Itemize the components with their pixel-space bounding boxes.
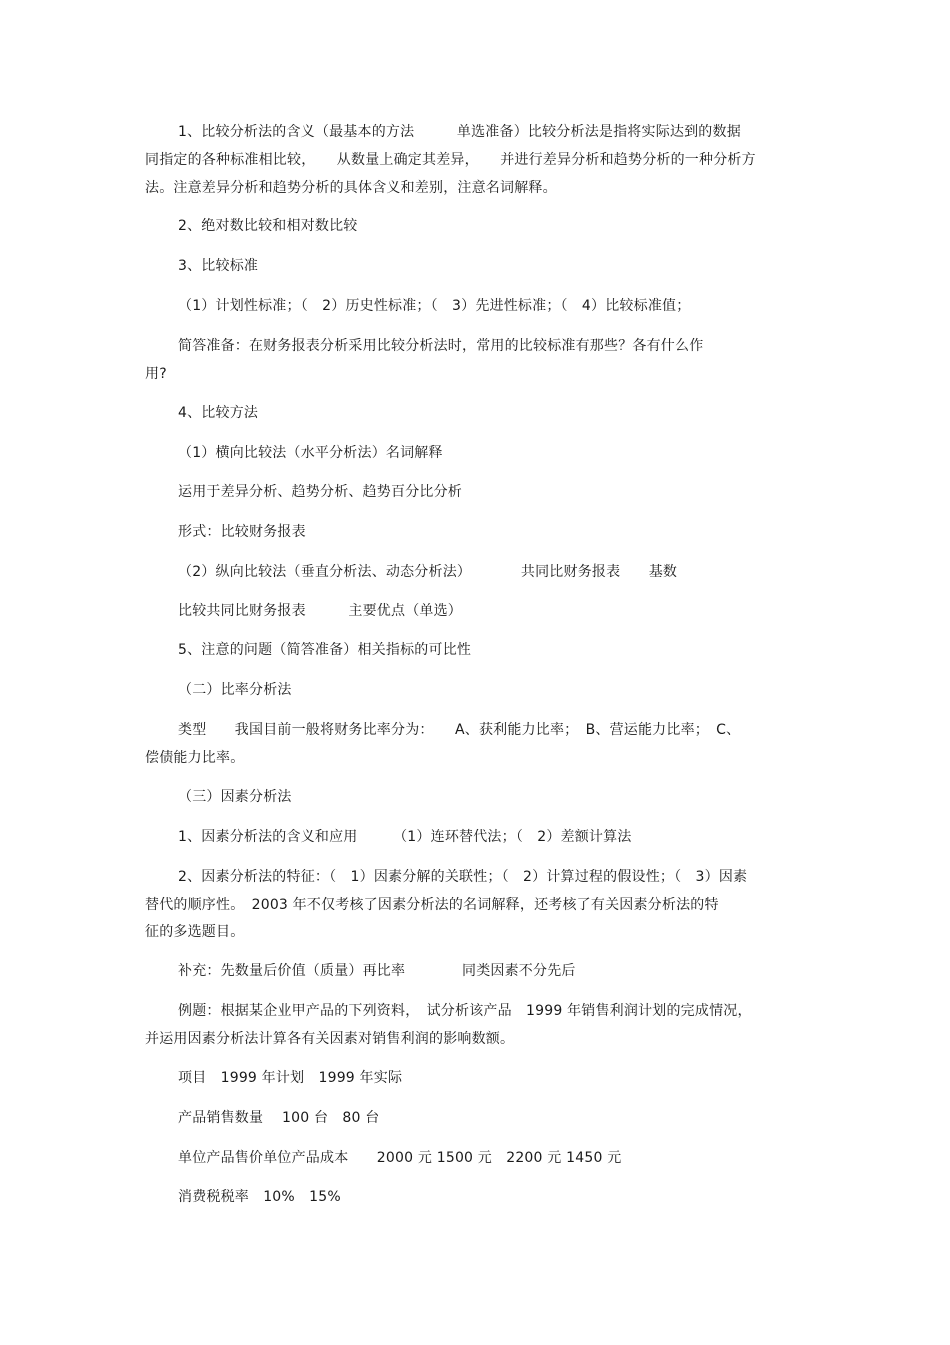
- common-size-statements: 比较共同比财务报表 主要优点（单选）: [178, 603, 462, 619]
- data-tax-rate: 消费税税率 10% 15%: [178, 1189, 341, 1205]
- factor-definition: 1、因素分析法的含义和应用 （1）连环替代法；（ 2）差额计算法: [178, 829, 632, 845]
- vertical-method: （2）纵向比较法（垂直分析法、动态分析法） 共同比财务报表 基数: [178, 564, 678, 580]
- factor-features-line1: 2、因素分析法的特征：（ 1）因素分解的关联性；（ 2）计算过程的假设性；（ 3）因素: [178, 869, 748, 885]
- factor-features-line3: 征的多选题目。: [145, 924, 245, 940]
- heading-absolute-relative: 2、绝对数比较和相对数比较: [178, 218, 358, 234]
- paragraph-comparison-definition-line1: 1、比较分析法的含义（最基本的方法 单选准备）比较分析法是指将实际达到的数据: [178, 124, 741, 140]
- data-sales-quantity: 产品销售数量 100 台 80 台: [178, 1110, 380, 1126]
- supplement: 补充：先数量后价值（质量）再比率 同类因素不分先后: [178, 963, 576, 979]
- heading-ratio-analysis: （二）比率分析法: [178, 682, 292, 698]
- list-standards: （1）计划性标准；（ 2）历史性标准；（ 3）先进性标准；（ 4）比较标准值；: [178, 298, 691, 314]
- horizontal-form: 形式：比较财务报表: [178, 524, 306, 540]
- horizontal-method: （1）横向比较法（水平分析法）名词解释: [178, 445, 443, 461]
- heading-comparison-methods: 4、比较方法: [178, 405, 259, 421]
- factor-features-line2: 替代的顺序性。 2003 年不仅考核了因素分析法的名词解释，还考核了有关因素分析法的特: [145, 897, 719, 913]
- short-answer-line2: 用?: [145, 366, 167, 382]
- paragraph-comparison-definition-line3: 法。注意差异分析和趋势分析的具体含义和差别，注意名词解释。: [145, 180, 557, 196]
- heading-issues: 5、注意的问题（简答准备）相关指标的可比性: [178, 642, 472, 658]
- horizontal-usage: 运用于差异分析、趋势分析、趋势百分比分析: [178, 484, 462, 500]
- heading-comparison-standards: 3、比较标准: [178, 258, 259, 274]
- data-price-cost: 单位产品售价单位产品成本 2000 元 1500 元 2200 元 1450 元: [178, 1150, 622, 1166]
- data-header: 项目 1999 年计划 1999 年实际: [178, 1070, 403, 1086]
- ratio-types-line2: 偿债能力比率。: [145, 750, 245, 766]
- example-line1: 例题：根据某企业甲产品的下列资料， 试分析该产品 1999 年销售利润计划的完成情况，: [178, 1003, 752, 1019]
- paragraph-comparison-definition-line2: 同指定的各种标准相比较， 从数量上确定其差异， 并进行差异分析和趋势分析的一种分析方: [145, 152, 756, 168]
- example-line2: 并运用因素分析法计算各有关因素对销售利润的影响数额。: [145, 1031, 515, 1047]
- heading-factor-analysis: （三）因素分析法: [178, 789, 292, 805]
- ratio-types-line1: 类型 我国目前一般将财务比率分为： A、获利能力比率； B、营运能力比率； C、: [178, 722, 741, 738]
- short-answer-line1: 简答准备：在财务报表分析采用比较分析法时，常用的比较标准有那些？各有什么作: [178, 338, 704, 354]
